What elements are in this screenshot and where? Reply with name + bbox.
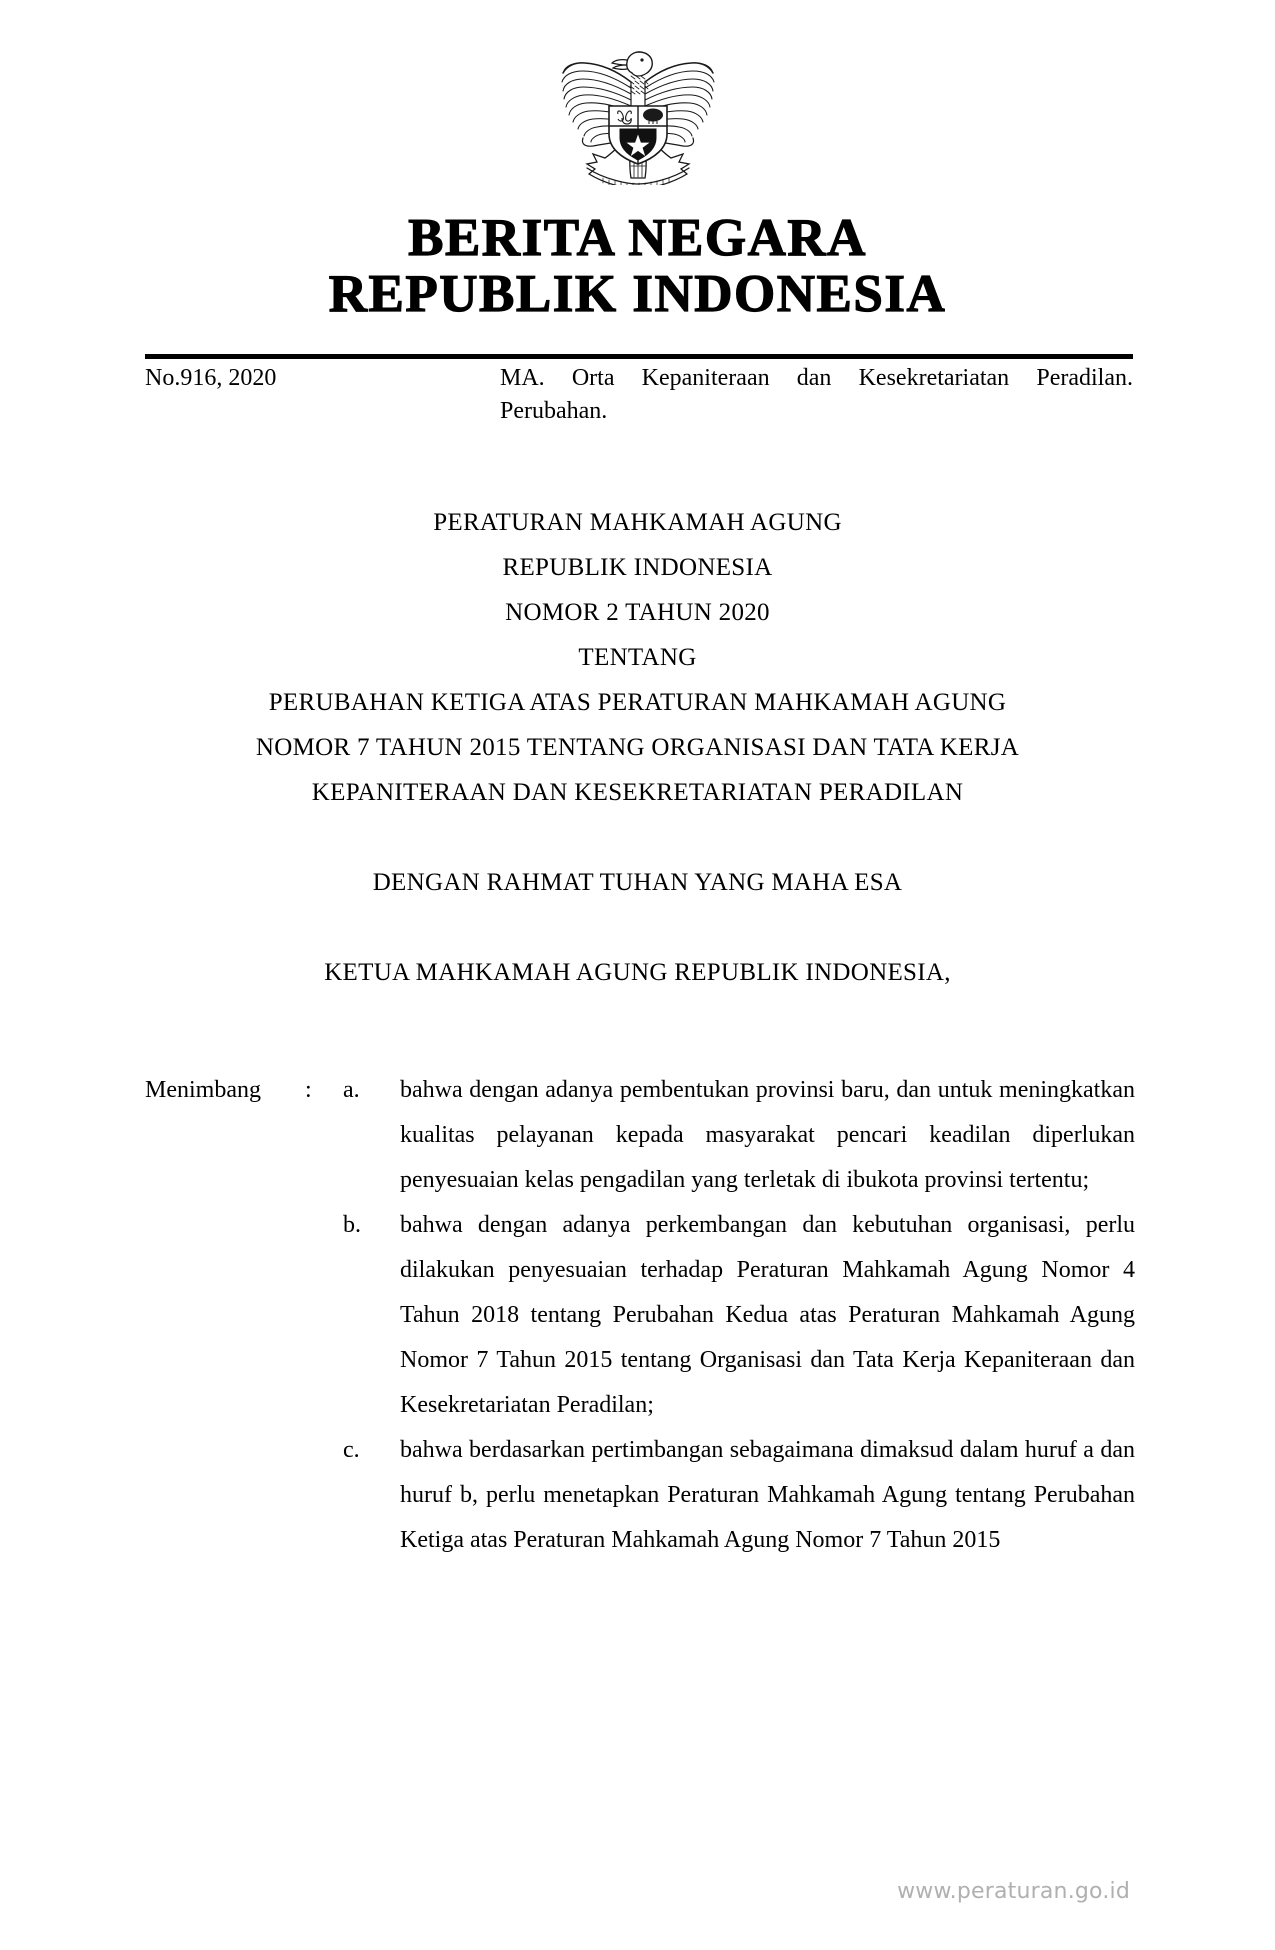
title-subject-line-1: PERUBAHAN KETIGA ATAS PERATURAN MAHKAMAH AGUNG <box>268 689 1007 716</box>
title-line-about: TENTANG <box>578 644 697 671</box>
title-line-number: NOMOR 2 TAHUN 2020 <box>505 599 770 626</box>
consideration-item-c <box>145 1428 1135 1563</box>
title-line-institution: PERATURAN MAHKAMAH AGUNG <box>433 509 842 536</box>
considerations-section <box>145 1068 1135 1563</box>
blessing-line: DENGAN RAHMAT TUHAN YANG MAHA ESA <box>372 869 903 896</box>
site-watermark: www.peraturan.go.id <box>897 1879 1130 1904</box>
title-subject-line-2: NOMOR 7 TAHUN 2015 TENTANG ORGANISASI DAN TATA KERJA <box>255 734 1020 761</box>
authority-line: KETUA MAHKAMAH AGUNG REPUBLIK INDONESIA, <box>324 959 951 986</box>
title-spacer-2 <box>0 905 1275 950</box>
item-text-a: bahwa dengan adanya pembentukan provinsi baru, dan untuk meningkatkan kualitas pelayanan kepada masyarakat pencari keadilan diperlukan penyesuaian kelas pengadilan yang terletak di ibukota provinsi tertentu; <box>400 1077 1135 1193</box>
title-spacer-1 <box>0 815 1275 860</box>
consideration-item-a <box>145 1068 1135 1203</box>
regulation-title-block <box>0 500 1275 995</box>
masthead-line-1: BERITA NEGARA <box>408 209 867 267</box>
header-info-row <box>145 362 1133 428</box>
item-text-c: bahwa berdasarkan pertimbangan sebagaimana dimaksud dalam huruf a dan huruf b, perlu menetapkan Peraturan Mahkamah Agung tentang Perubahan Ketiga atas Peraturan Mahkamah Agung Nomor 7 Tahun 2015 <box>400 1437 1135 1553</box>
title-line-country: REPUBLIK INDONESIA <box>502 554 773 581</box>
garuda-pancasila-icon <box>0 30 1275 190</box>
gazette-subject: MA. Orta Kepaniteraan dan Kesekretariatan Peradilan. Perubahan. <box>500 365 1133 424</box>
considerations-colon: : <box>305 1077 312 1103</box>
consideration-item-b <box>145 1203 1135 1428</box>
considerations-label: Menimbang <box>145 1077 261 1103</box>
masthead-line-2: REPUBLIK INDONESIA <box>328 265 947 323</box>
item-letter-b: b. <box>343 1212 361 1238</box>
title-subject-line-3: KEPANITERAAN DAN KESEKRETARIATAN PERADILAN <box>311 779 964 806</box>
item-letter-a: a. <box>343 1077 360 1103</box>
item-text-b: bahwa dengan adanya perkembangan dan kebutuhan organisasi, perlu dilakukan penyesuaian terhadap Peraturan Mahkamah Agung Nomor 4 Tahun 2018 tentang Perubahan Kedua atas Peraturan Mahkamah Agung Nomor 7 Tahun 2015 tentang Organisasi dan Tata Kerja Kepaniteraan dan Kesekretariatan Peradilan; <box>400 1212 1135 1418</box>
gazette-number: No.916, 2020 <box>145 365 277 391</box>
masthead <box>0 210 1275 322</box>
item-letter-c: c. <box>343 1437 360 1463</box>
header-divider <box>145 354 1133 359</box>
